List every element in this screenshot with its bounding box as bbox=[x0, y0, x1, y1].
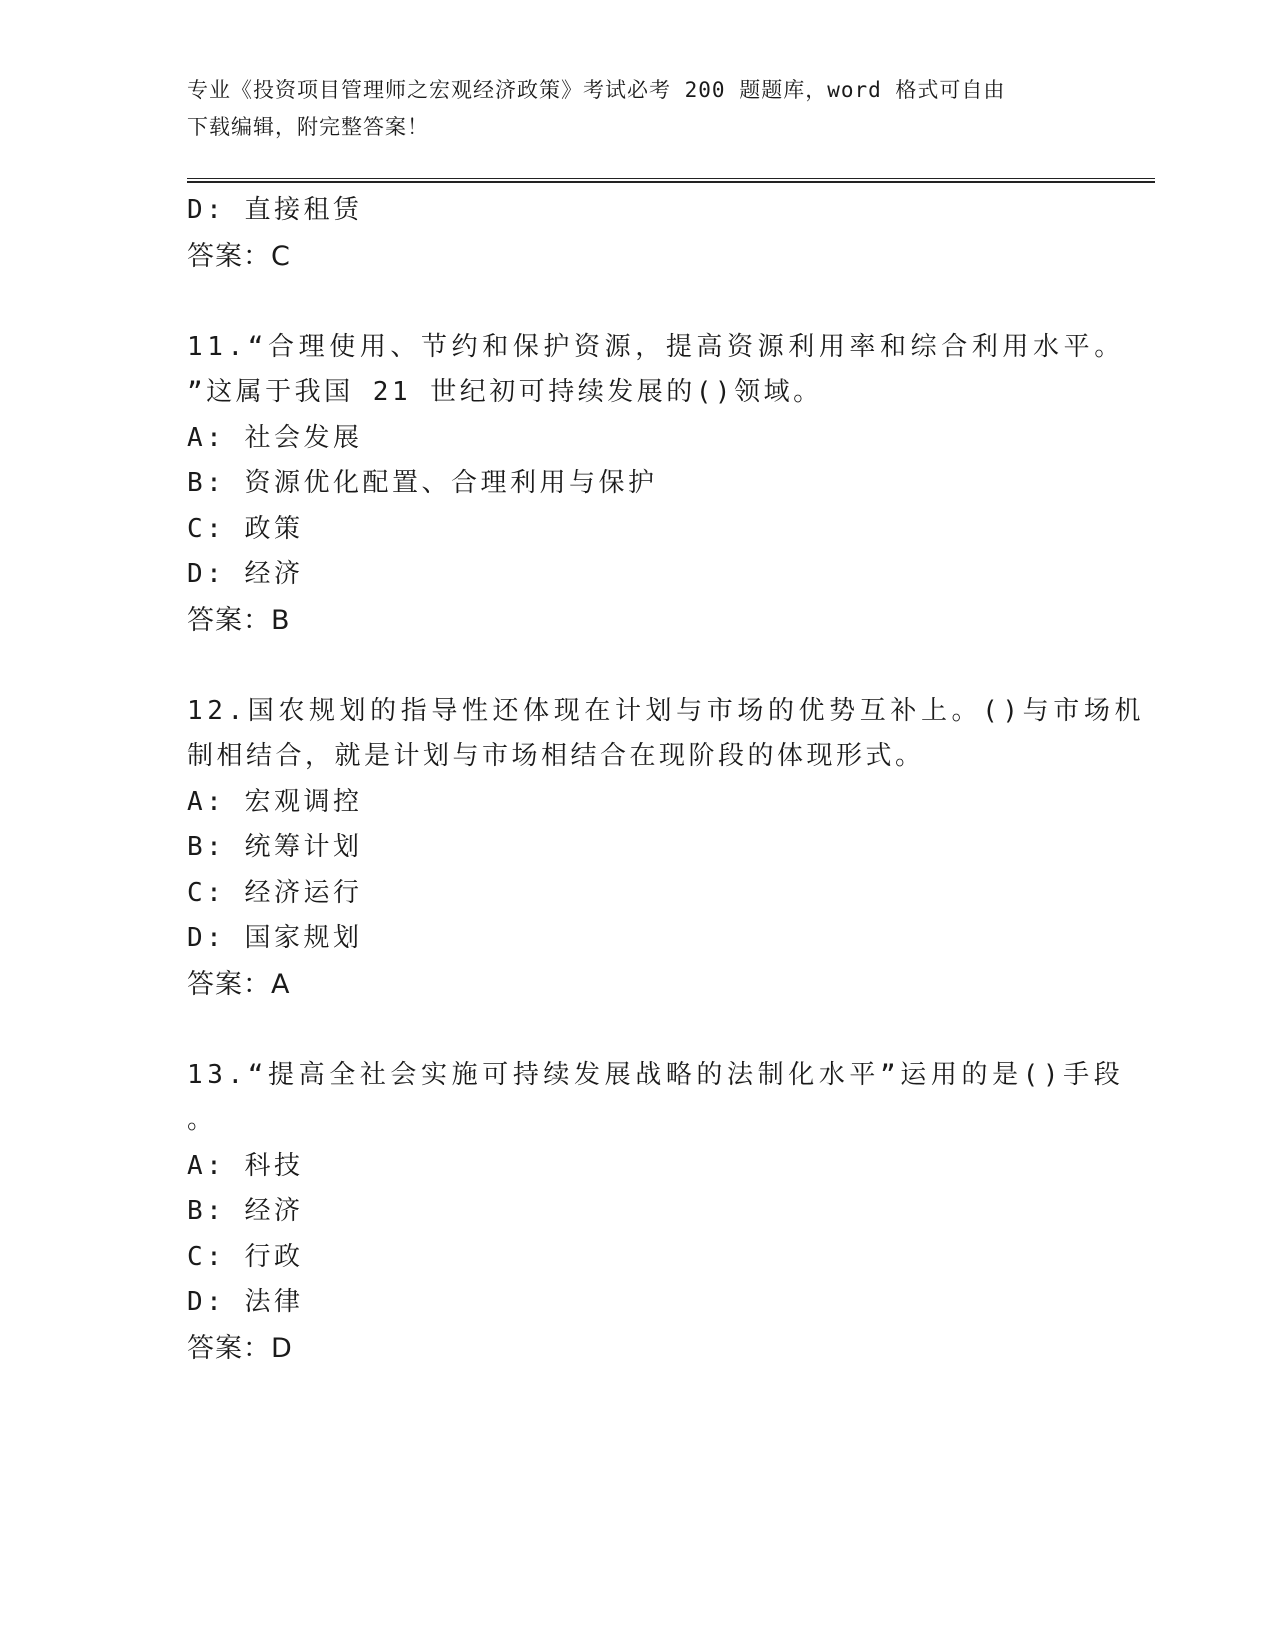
option-a: A: 社会发展 bbox=[187, 422, 363, 453]
option-d: D: 经济 bbox=[187, 559, 304, 589]
option-d: D: 法律 bbox=[187, 1287, 304, 1317]
question-stem-line-2: ”这属于我国 21 世纪初可持续发展的()领域。 bbox=[187, 377, 823, 407]
question-stem-line-2: 。 bbox=[187, 1105, 217, 1135]
question-12 bbox=[187, 689, 1147, 1008]
spacer bbox=[187, 1007, 1147, 1053]
header-line-1: 专业《投资项目管理师之宏观经济政策》考试必考 200 题题库，word 格式可自由 bbox=[187, 78, 1006, 102]
option-c: C: 政策 bbox=[187, 513, 304, 544]
option-b: B: 统筹计划 bbox=[187, 832, 363, 862]
option-b: B: 经济 bbox=[187, 1196, 304, 1226]
answer-line: 答案：A bbox=[187, 968, 291, 1000]
header-divider bbox=[187, 178, 1155, 183]
question-stem-line-1: 13.“提高全社会实施可持续发展战略的法制化水平”运用的是()手段 bbox=[187, 1059, 1125, 1090]
option-a: A: 科技 bbox=[187, 1150, 304, 1181]
spacer bbox=[187, 643, 1147, 689]
answer-line: 答案：C bbox=[187, 240, 291, 272]
header-line-2: 下载编辑，附完整答案！ bbox=[187, 115, 429, 139]
question-13 bbox=[187, 1053, 1147, 1372]
answer-line: 答案：D bbox=[187, 1332, 293, 1364]
question-11 bbox=[187, 325, 1147, 644]
option-d: D: 国家规划 bbox=[187, 923, 363, 953]
document-header bbox=[187, 72, 1087, 146]
answer-line: 答案：B bbox=[187, 604, 291, 636]
question-list bbox=[187, 188, 1147, 1371]
question-stem-line-2: 制相结合，就是计划与市场相结合在现阶段的体现形式。 bbox=[187, 741, 925, 771]
question-stem-line-1: 11.“合理使用、节约和保护资源，提高资源利用率和综合利用水平。 bbox=[187, 331, 1125, 362]
question-stem-line-1: 12.国农规划的指导性还体现在计划与市场的优势互补上。()与市场机 bbox=[187, 695, 1146, 726]
spacer bbox=[187, 279, 1147, 325]
option-a: A: 宏观调控 bbox=[187, 786, 363, 817]
option-b: B: 资源优化配置、合理利用与保护 bbox=[187, 468, 658, 498]
option-c: C: 经济运行 bbox=[187, 877, 363, 908]
question-prev bbox=[187, 188, 1147, 279]
option-c: C: 行政 bbox=[187, 1241, 304, 1272]
option-d: D: 直接租赁 bbox=[187, 195, 363, 225]
